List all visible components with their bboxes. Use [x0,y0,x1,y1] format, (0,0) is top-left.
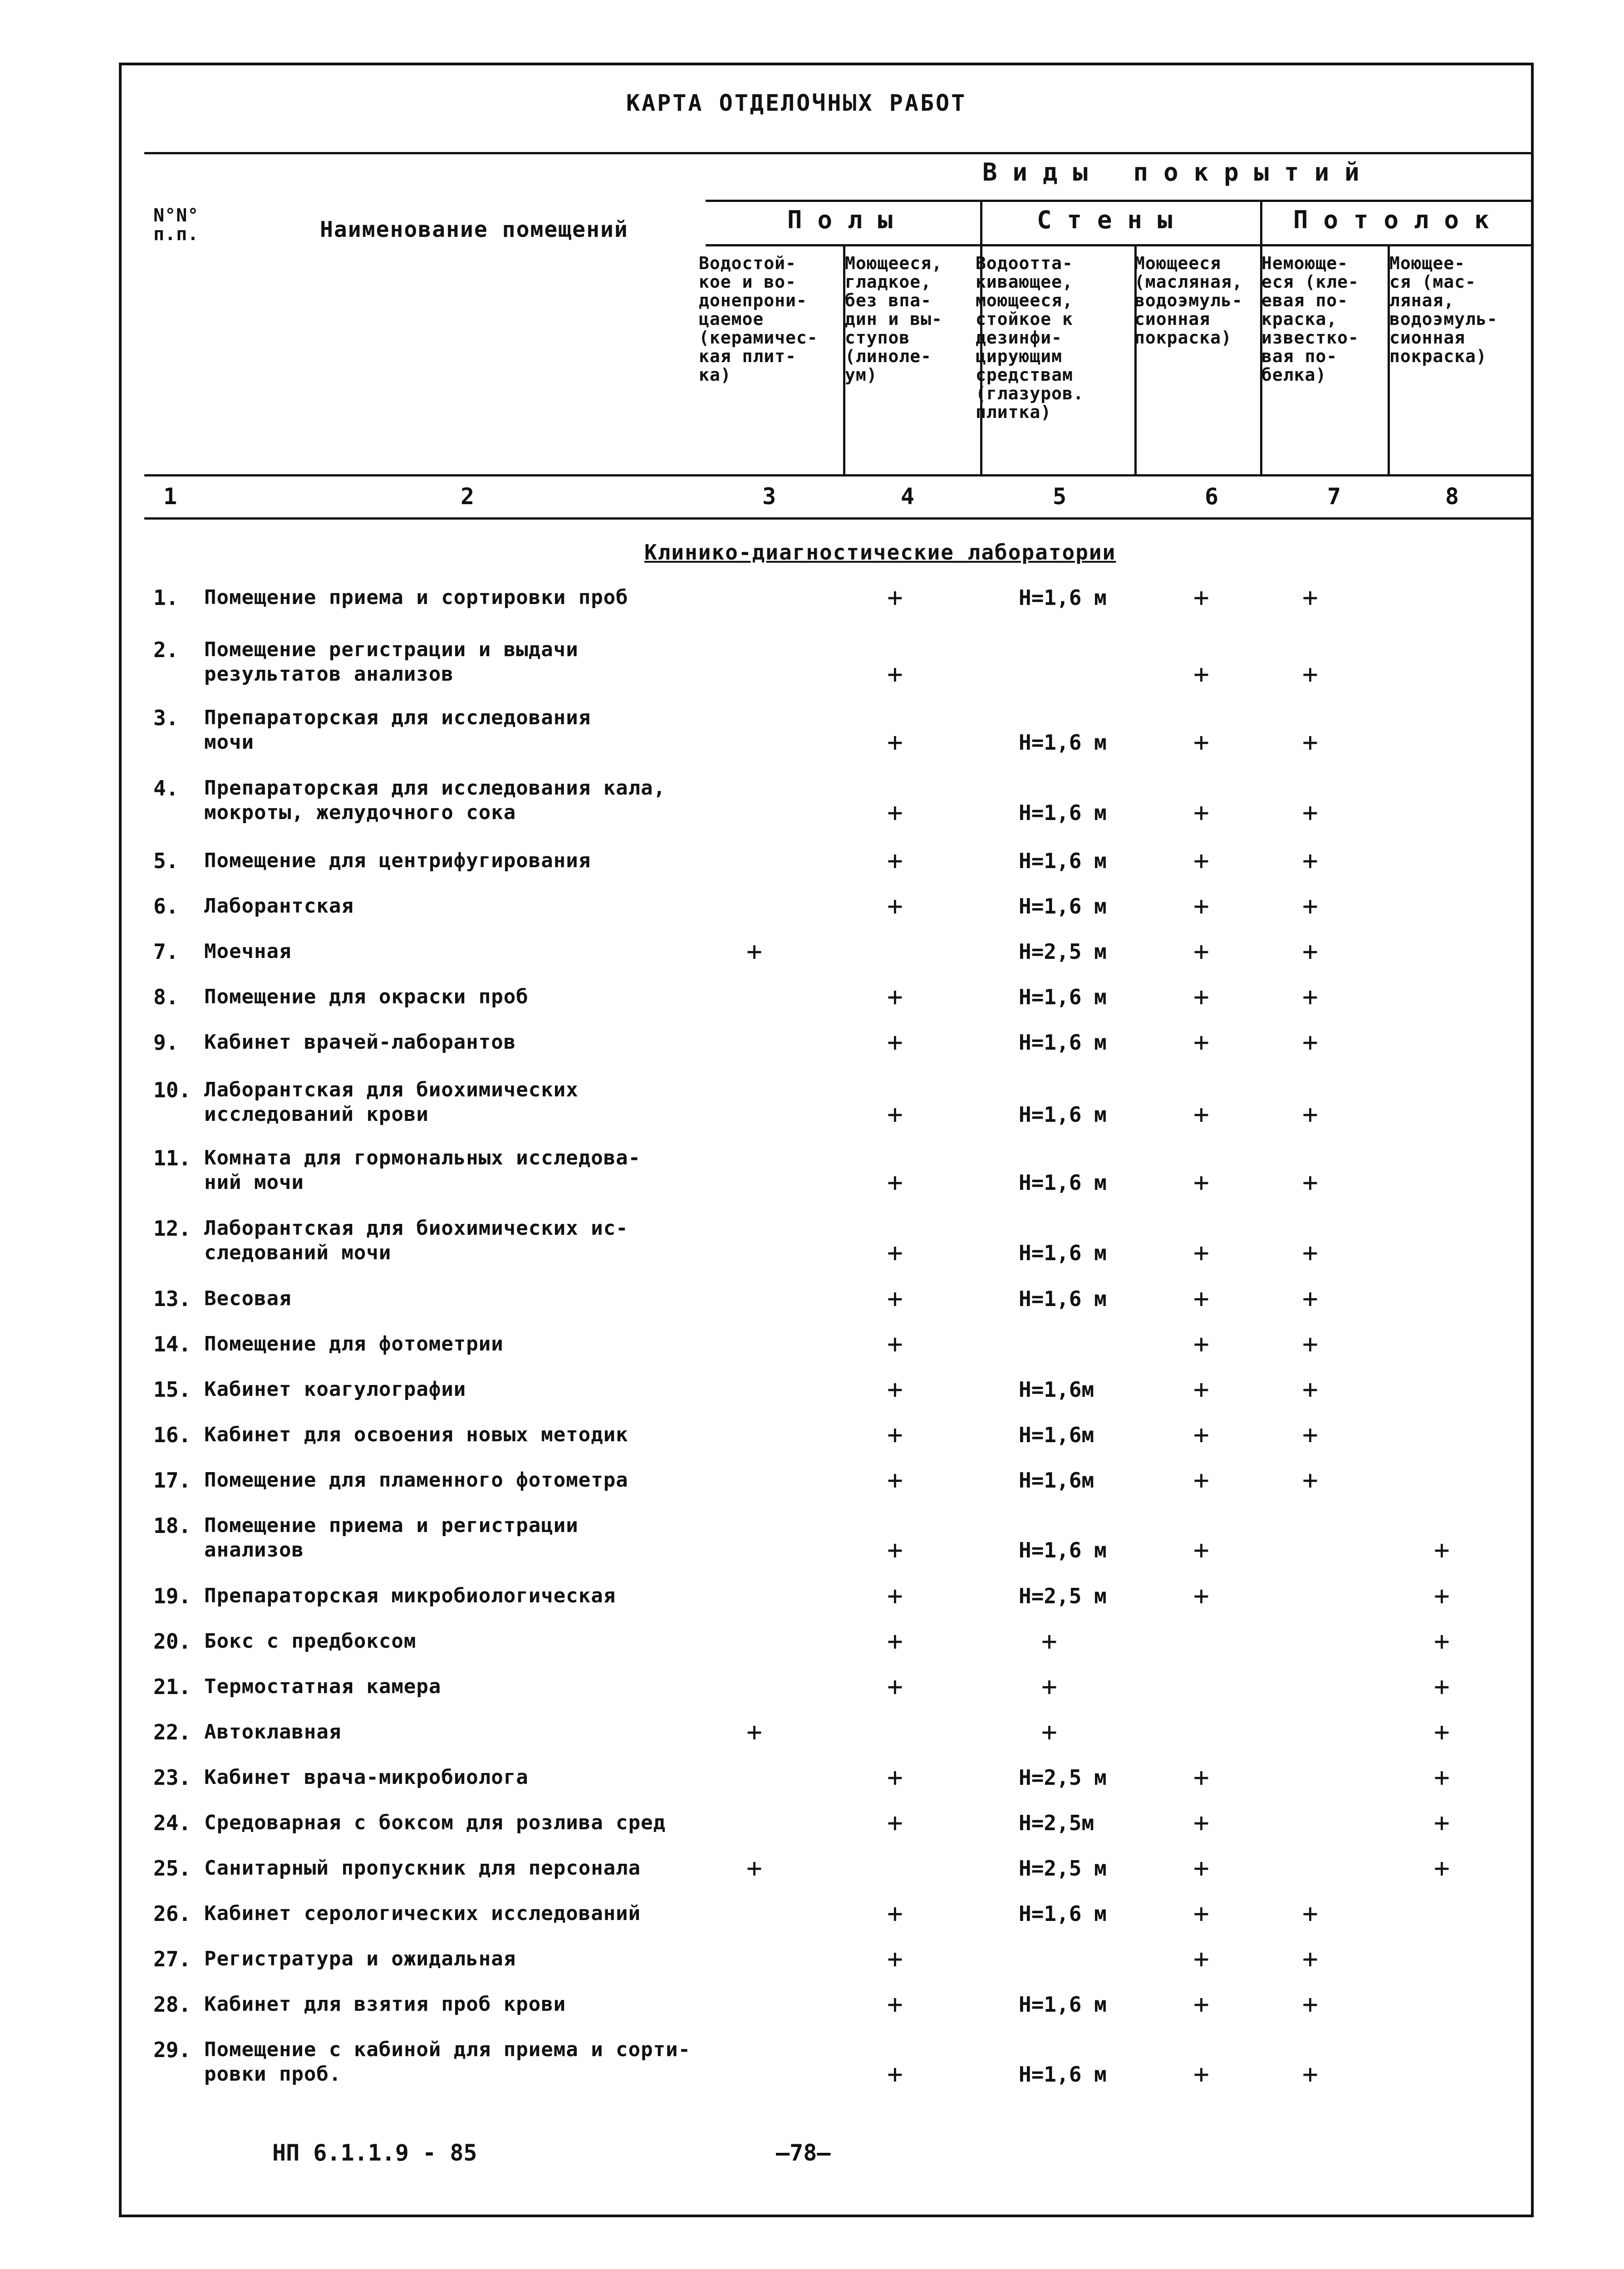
wall-height: H=2,5 м [1019,939,1107,964]
group-rule [706,200,1534,202]
row-number: 1. [153,585,179,610]
room-name: Помещение для центрифугирования [204,849,591,872]
wall-height: H=1,6м [1019,1468,1094,1493]
finish-mark-c4: + [887,1237,903,1268]
row-number: 12. [153,1216,191,1241]
wall-height: H=1,6 м [1019,1287,1107,1311]
header-sub-8: Моющее- ся (мас- ляная, водоэмуль- сионная покраска) [1389,253,1498,366]
page-title: КАРТА ОТДЕЛОЧНЫХ РАБОТ [626,90,967,116]
row-number: 8. [153,985,179,1009]
col-number-2: 2 [461,483,475,510]
finish-mark-c6: + [1193,1419,1209,1450]
header-walls-label: Стены [1037,206,1188,234]
finish-mark-c6: + [1193,2058,1209,2089]
finish-mark-c4: + [887,727,903,757]
finish-mark-c4: + [887,1807,903,1838]
finish-mark-c4: + [887,1374,903,1405]
finish-mark-c6: + [1193,845,1209,876]
finish-mark-c7: + [1302,1167,1318,1198]
header-ceiling-label: Потолок [1293,206,1505,234]
room-name: Моечная [204,940,292,963]
room-name: Лаборантская для биохимических исследований крови [204,1078,579,1126]
wall-height: H=2,5 м [1019,1765,1107,1790]
row-number: 6. [153,894,179,918]
finish-mark-c7: + [1302,797,1318,828]
wall-height: H=1,6 м [1019,1901,1107,1926]
finish-mark-c4: + [887,1283,903,1314]
finish-mark-c6: + [1193,1898,1209,1929]
wall-height: H=1,6 м [1019,985,1107,1009]
header-num-label: N°N° п.п. [153,205,199,245]
finish-mark-c7: + [1302,1099,1318,1130]
room-name: Кабинет врачей-лаборантов [204,1031,516,1054]
finish-mark-c7: + [1302,1026,1318,1057]
finish-mark-c6: + [1193,582,1209,613]
row-number: 3. [153,706,179,730]
finish-mark-c6: + [1193,1167,1209,1198]
row-number: 23. [153,1765,191,1790]
finish-mark-c4: + [887,582,903,613]
row-number: 5. [153,849,179,873]
room-name: Препараторская микробиологическая [204,1584,616,1607]
wall-height: + [1041,1716,1057,1747]
finish-mark-c7: + [1302,981,1318,1012]
finish-mark-c4: + [887,658,903,689]
finish-mark-c7: + [1302,1989,1318,2019]
wall-height: H=1,6 м [1019,2062,1107,2087]
header-group-label: Виды покрытий [982,158,1375,187]
room-name: Помещение приема и регистрации анализов [204,1514,579,1562]
finish-mark-c6: + [1193,1852,1209,1883]
finish-mark-c4: + [887,797,903,828]
row-number: 19. [153,1584,191,1608]
row-number: 9. [153,1030,179,1055]
wall-height: H=1,6 м [1019,1030,1107,1055]
finish-mark-c6: + [1193,1762,1209,1793]
finish-mark-c7: + [1302,2058,1318,2089]
finish-mark-c8: + [1434,1626,1450,1656]
row-number: 14. [153,1332,191,1356]
finish-mark-c7: + [1302,1464,1318,1495]
room-name: Кабинет для взятия проб крови [204,1993,566,2016]
row-number: 26. [153,1901,191,1926]
finish-mark-c4: + [887,1580,903,1611]
room-name: Помещение с кабиной для приема и сорти- ровки проб. [204,2038,691,2086]
finish-mark-c6: + [1193,1283,1209,1314]
row-number: 28. [153,1992,191,2017]
room-name: Кабинет коагулографии [204,1378,466,1401]
wall-height: H=1,6 м [1019,1538,1107,1562]
row-number: 29. [153,2038,191,2062]
room-name: Весовая [204,1287,292,1310]
room-name: Помещение для фотометрии [204,1332,504,1356]
row-number: 10. [153,1078,191,1102]
room-name: Помещение для окраски проб [204,985,529,1008]
finish-mark-c4: + [887,1762,903,1793]
finish-mark-c4: + [887,1464,903,1495]
room-name: Препараторская для исследования мочи [204,706,591,754]
room-name: Регистратура и ожидальная [204,1947,516,1970]
header-name-label: Наименование помещений [320,217,628,242]
finish-mark-c8: + [1434,1671,1450,1702]
col-number-7: 7 [1327,483,1341,510]
row-number: 15. [153,1377,191,1402]
finish-mark-c4: + [887,1026,903,1057]
row-number: 22. [153,1720,191,1744]
wall-height: H=1,6 м [1019,730,1107,755]
finish-mark-c8: + [1434,1762,1450,1793]
room-name: Кабинет врача-микробиолога [204,1766,529,1789]
row-number: 4. [153,776,179,801]
wall-height: H=1,6м [1019,1377,1094,1402]
header-sub-5: Водоотта- кивающее, моющееся, стойкое к дезинфи- цирующим средствам (глазуров. плитка) [976,253,1084,422]
wall-height: H=1,6 м [1019,1992,1107,2017]
finish-mark-c8: + [1434,1580,1450,1611]
col-number-3: 3 [762,483,776,510]
finish-mark-c7: + [1302,1898,1318,1929]
room-name: Комната для гормональных исследова- ний мочи [204,1146,641,1194]
row-number: 20. [153,1629,191,1654]
wall-height: H=1,6 м [1019,585,1107,610]
finish-mark-c4: + [887,1419,903,1450]
room-name: Помещение регистрации и выдачи результатов анализов [204,638,579,686]
row-number: 16. [153,1423,191,1447]
finish-mark-c4: + [887,981,903,1012]
row-number: 2. [153,638,179,662]
room-name: Термостатная камера [204,1675,442,1698]
header-sub-4: Моющееся, гладкое, без впа- дин и вы- ступов (линоле- ум) [845,253,942,385]
finish-mark-c6: + [1193,658,1209,689]
room-name: Лаборантская [204,894,354,918]
doc-code: НП 6.1.1.9 - 85 [272,2140,477,2166]
colnum-bottom-rule [144,517,1534,520]
finish-mark-c6: + [1193,890,1209,921]
wall-height: H=1,6 м [1019,1170,1107,1195]
finish-mark-c4: + [887,1898,903,1929]
wall-height: + [1041,1626,1057,1656]
room-name: Бокс с предбоксом [204,1630,417,1653]
finish-mark-c6: + [1193,1374,1209,1405]
wall-height: H=1,6 м [1019,1102,1107,1127]
finish-mark-c6: + [1193,1580,1209,1611]
wall-height: + [1041,1671,1057,1702]
finish-mark-c4: + [887,890,903,921]
finish-mark-c6: + [1193,1807,1209,1838]
col-number-8: 8 [1445,483,1459,510]
page-number: —78— [776,2140,831,2166]
header-top-rule [144,152,1534,154]
finish-mark-c6: + [1193,1464,1209,1495]
finish-mark-c7: + [1302,1328,1318,1359]
row-number: 24. [153,1811,191,1835]
wall-height: H=2,5м [1019,1811,1094,1835]
room-name: Санитарный пропускник для персонала [204,1856,641,1880]
finish-mark-c7: + [1302,1943,1318,1974]
finish-mark-c8: + [1434,1716,1450,1747]
row-number: 25. [153,1856,191,1881]
finish-mark-c8: + [1434,1852,1450,1883]
row-number: 18. [153,1513,191,1538]
finish-mark-c7: + [1302,1419,1318,1450]
finish-mark-c6: + [1193,1328,1209,1359]
finish-mark-c7: + [1302,1374,1318,1405]
finish-mark-c6: + [1193,1989,1209,2019]
wall-height: H=1,6 м [1019,1241,1107,1265]
header-sub-7: Немоюще- еся (кле- евая по- краска, известко- вая по- белка) [1261,253,1359,385]
section-title: Клинико-диагностические лаборатории [644,540,1116,565]
room-name: Лаборантская для биохимических ис- следований мочи [204,1217,628,1264]
room-name: Кабинет для освоения новых методик [204,1423,628,1446]
finish-mark-c8: + [1434,1534,1450,1565]
finish-mark-c3: + [746,1716,762,1747]
row-number: 7. [153,939,179,964]
finish-mark-c7: + [1302,582,1318,613]
wall-height: H=1,6 м [1019,849,1107,873]
finish-mark-c6: + [1193,797,1209,828]
col-number-4: 4 [901,483,915,510]
finish-mark-c6: + [1193,1099,1209,1130]
finish-mark-c6: + [1193,1534,1209,1565]
row-number: 11. [153,1146,191,1170]
header-floors-label: Полы [787,206,908,234]
finish-mark-c6: + [1193,727,1209,757]
finish-mark-c8: + [1434,1807,1450,1838]
wall-height: H=1,6м [1019,1423,1094,1447]
finish-mark-c6: + [1193,1943,1209,1974]
row-number: 21. [153,1675,191,1699]
wall-height: H=2,5 м [1019,1584,1107,1608]
finish-mark-c4: + [887,1167,903,1198]
finish-mark-c7: + [1302,936,1318,967]
finish-mark-c7: + [1302,1283,1318,1314]
finish-mark-c6: + [1193,1237,1209,1268]
finish-mark-c4: + [887,1943,903,1974]
wall-height: H=1,6 м [1019,801,1107,825]
finish-mark-c7: + [1302,1237,1318,1268]
room-name: Помещение для пламенного фотометра [204,1468,628,1492]
finish-mark-c4: + [887,1626,903,1656]
finish-mark-c6: + [1193,936,1209,967]
finish-mark-c4: + [887,1989,903,2019]
row-number: 13. [153,1287,191,1311]
wall-height: H=2,5 м [1019,1856,1107,1881]
col-number-1: 1 [163,483,177,510]
room-name: Средоварная с боксом для розлива сред [204,1811,666,1834]
finish-mark-c7: + [1302,658,1318,689]
finish-mark-c4: + [887,1671,903,1702]
finish-mark-c4: + [887,845,903,876]
finish-mark-c4: + [887,1328,903,1359]
header-sub-6: Моющееся (масляная, водоэмуль- сионная покраска) [1134,253,1243,348]
room-name: Помещение приема и сортировки проб [204,586,628,609]
room-name: Кабинет серологических исследований [204,1902,641,1925]
col-number-5: 5 [1053,483,1067,510]
finish-mark-c7: + [1302,890,1318,921]
row-number: 27. [153,1947,191,1971]
room-name: Препараторская для исследования кала, мокроты, желудочного сока [204,776,666,824]
row-number: 17. [153,1468,191,1493]
room-name: Автоклавная [204,1720,342,1743]
finish-mark-c7: + [1302,845,1318,876]
finish-mark-c4: + [887,1534,903,1565]
finish-mark-c4: + [887,2058,903,2089]
finish-mark-c4: + [887,1099,903,1130]
subgroup-rule [706,244,1534,246]
header-sub-3: Водостой- кое и во- донепрони- цаемое (керамичес- кая плит- ка) [699,253,818,385]
page-frame [119,63,1534,2217]
finish-mark-c7: + [1302,727,1318,757]
finish-mark-c3: + [746,1852,762,1883]
finish-mark-c3: + [746,936,762,967]
header-bottom-rule [144,474,1534,476]
wall-height: H=1,6 м [1019,894,1107,918]
col-number-6: 6 [1205,483,1219,510]
finish-mark-c6: + [1193,981,1209,1012]
finish-mark-c6: + [1193,1026,1209,1057]
